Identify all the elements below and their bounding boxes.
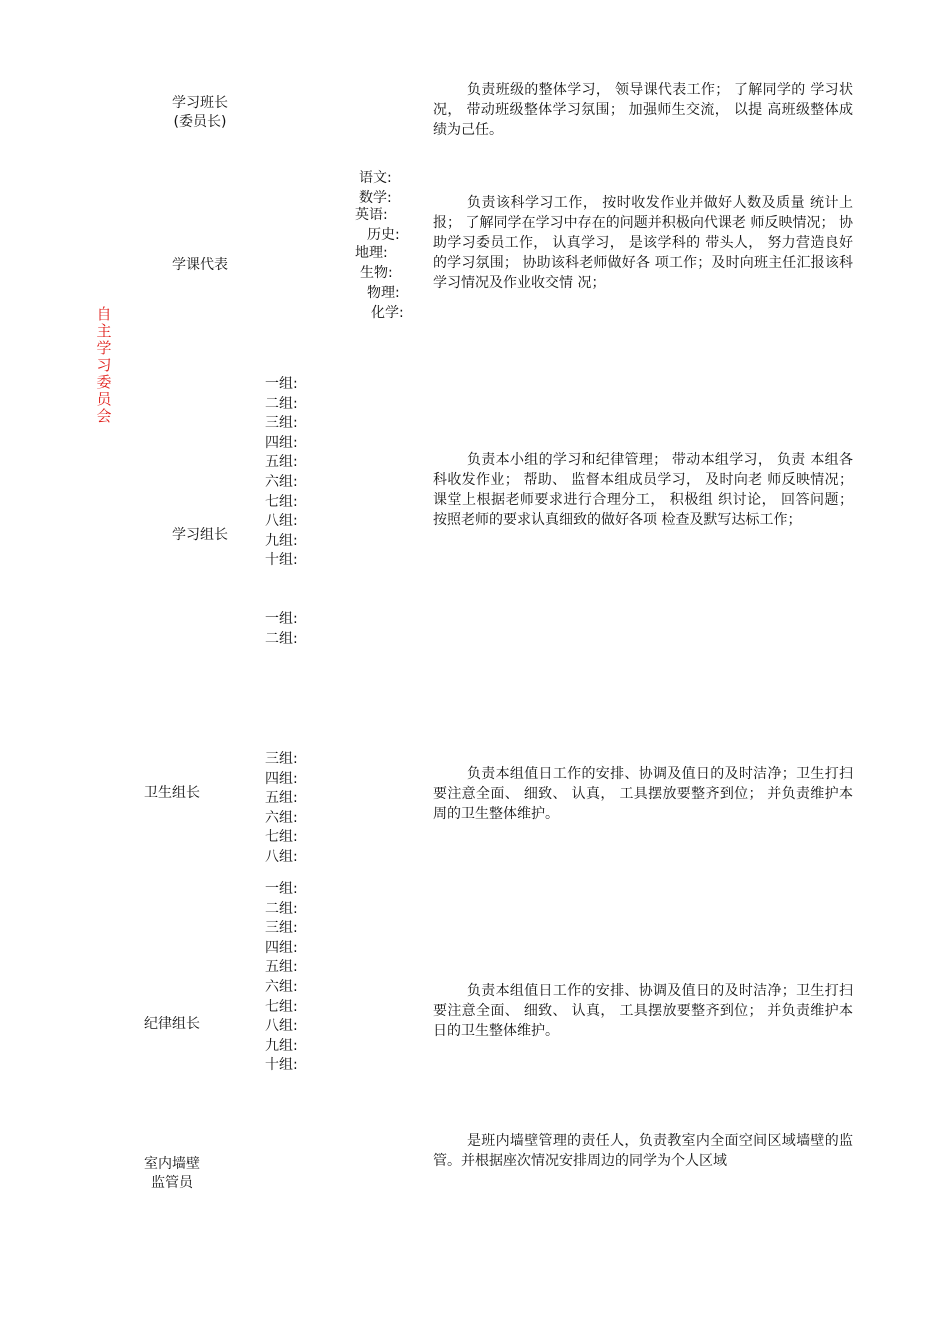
role-hygiene-leader: 卫生组长	[144, 785, 200, 801]
study-group-list	[265, 375, 298, 571]
group-item: 四组:	[265, 770, 298, 787]
group-item: 二组:	[265, 900, 298, 917]
subject-item: 语文:	[359, 170, 392, 186]
group-item: 十组:	[265, 1057, 298, 1074]
role-study-monitor	[160, 94, 240, 132]
desc-study-leader: 负责本小组的学习和纪律管理； 带动本组学习， 负责 本组各科收发作业； 帮助、 监督本组成员学习， 及时向老 师反映情况； 课堂上根据老师要求进行合理分工， 积极组 织讨论， 回答问题； 按照老师的要求认真细致的做好各项 检查及默写达标工作；	[433, 452, 853, 528]
group-item: 九组:	[265, 532, 298, 549]
desc-study-monitor: 负责班级的整体学习， 领导课代表工作； 了解同学的 学习状况， 带动班级整体学习氛围； 加强师生交流， 以提 高班级整体成绩为己任。	[433, 82, 853, 138]
group-item: 一组:	[265, 881, 298, 897]
group-item: 九组:	[265, 1037, 298, 1054]
subject-item: 数学:	[359, 190, 392, 206]
role-study-monitor-line2: (委员长)	[173, 114, 227, 130]
group-item: 八组:	[265, 1018, 298, 1035]
group-item: 六组:	[265, 809, 298, 826]
group-item: 一组:	[265, 611, 298, 627]
subject-item: 历史:	[367, 227, 400, 243]
desc-discipline-leader: 负责本组值日工作的安排、协调及值日的及时洁净；卫生打扫要注意全面、 细致、 认真， 工具摆放要整齐到位； 并负责维护本日的卫生整体维护。	[433, 983, 853, 1039]
role-study-leader: 学习组长	[172, 527, 228, 543]
group-item: 六组:	[265, 473, 298, 490]
role-wall-supervisor	[132, 1155, 212, 1193]
group-item: 五组:	[265, 790, 298, 807]
group-item: 一组:	[265, 376, 298, 392]
group-item: 三组:	[265, 751, 298, 767]
group-item: 六组:	[265, 978, 298, 995]
discipline-group-list	[265, 880, 298, 1076]
subject-item: 物理:	[367, 285, 400, 301]
group-item: 三组:	[265, 920, 298, 937]
role-discipline-leader: 纪律组长	[144, 1016, 200, 1032]
role-wall-supervisor-line1: 室内墙壁	[144, 1156, 200, 1172]
hygiene-group-list-a	[265, 610, 298, 649]
group-item: 二组:	[265, 630, 298, 647]
desc-subject-rep: 负责该科学习工作， 按时收发作业并做好人数及质量 统计上报； 了解同学在学习中存在的问题并积极向代课老 师反映情况； 协助学习委员工作， 认真学习， 是该学科的 带头人， 努力营造良好的学习氛围； 协助该科老师做好各 项工作；及时向班主任汇报该科学习情况及作业收交情 况；	[433, 195, 853, 291]
role-wall-supervisor-line2: 监管员	[151, 1175, 193, 1191]
subject-item: 英语:	[355, 207, 388, 223]
desc-wall-supervisor: 是班内墙壁管理的责任人，负责教室内全面空间区域墙壁的监管。并根据座次情况安排周边的同学为个人区域	[433, 1133, 853, 1169]
committee-title: 自主学习委员会	[96, 305, 112, 425]
group-item: 三组:	[265, 415, 298, 432]
group-item: 五组:	[265, 959, 298, 976]
group-item: 二组:	[265, 395, 298, 412]
group-item: 五组:	[265, 454, 298, 471]
group-item: 四组:	[265, 939, 298, 956]
subject-item: 化学:	[371, 305, 404, 321]
subject-item: 生物:	[360, 265, 393, 281]
group-item: 十组:	[265, 552, 298, 569]
role-study-monitor-line1: 学习班长	[172, 95, 228, 111]
group-item: 八组:	[265, 848, 298, 865]
group-item: 四组:	[265, 434, 298, 451]
group-item: 七组:	[265, 829, 298, 846]
subject-item: 地理:	[355, 245, 388, 261]
subject-list	[352, 168, 412, 323]
group-item: 八组:	[265, 513, 298, 530]
hygiene-group-list-b	[265, 750, 298, 868]
group-item: 七组:	[265, 998, 298, 1015]
group-item: 七组:	[265, 493, 298, 510]
desc-hygiene-leader: 负责本组值日工作的安排、协调及值日的及时洁净；卫生打扫要注意全面、 细致、 认真， 工具摆放要整齐到位； 并负责维护本周的卫生整体维护。	[433, 766, 853, 822]
role-subject-rep: 学课代表	[172, 257, 228, 273]
